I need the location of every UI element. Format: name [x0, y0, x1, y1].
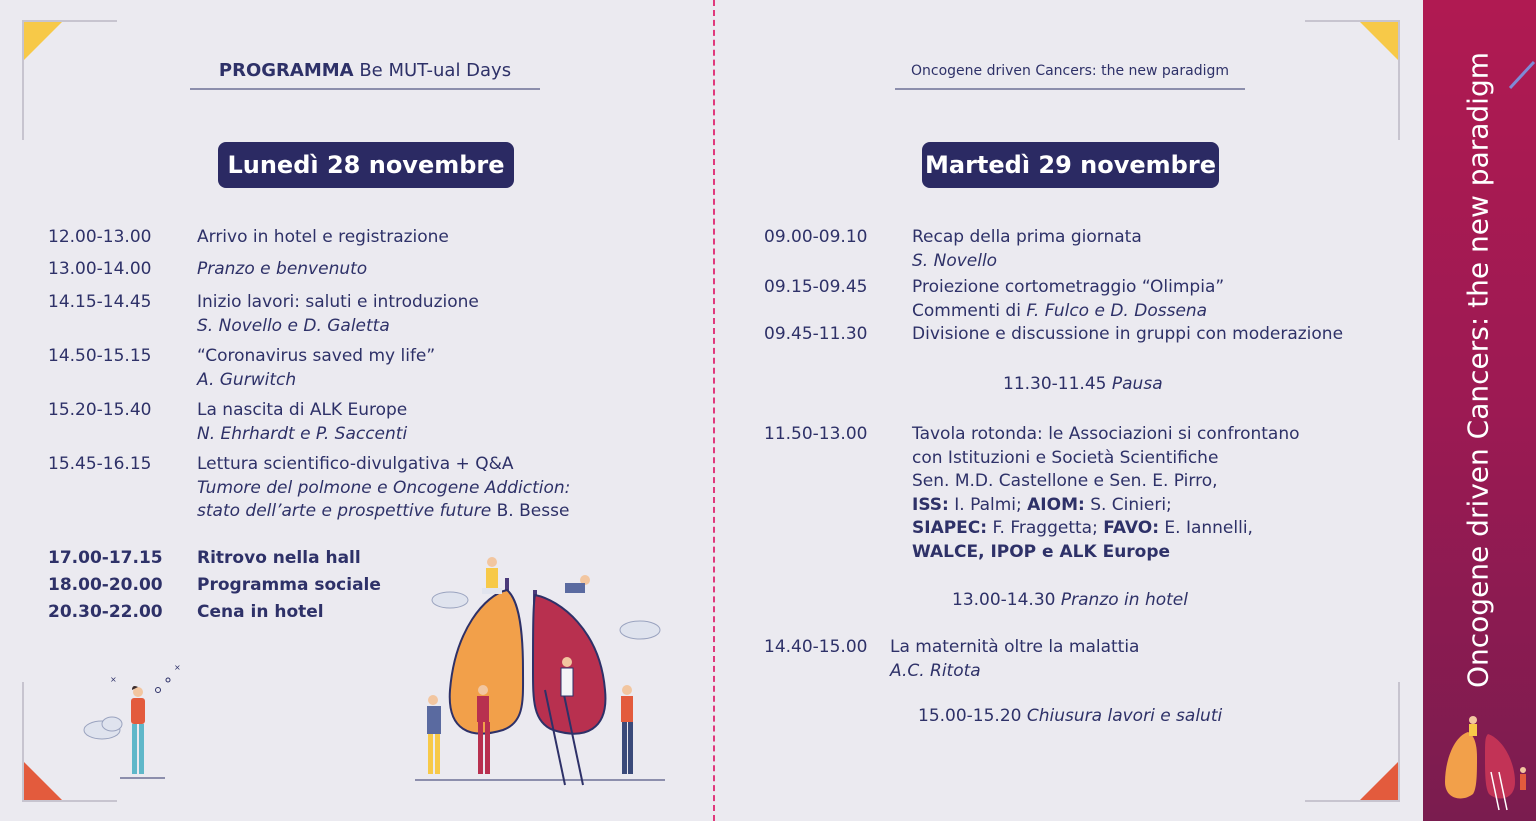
left-page-header: [190, 60, 540, 81]
corner-bracket-top-right: [1398, 20, 1400, 140]
banner-accent-line: [1508, 60, 1536, 90]
day1-session-6: [197, 453, 570, 524]
favo-label: FAVO:: [1103, 518, 1159, 538]
right-page-header: Oncogene driven Cancers: the new paradigm: [910, 63, 1229, 79]
lunch-label: Pranzo in hotel: [1060, 590, 1188, 610]
roundtable-line-2: con Istituzioni e Società Scientifiche: [912, 447, 1219, 468]
day2-time-5: 14.40-15.00: [764, 637, 868, 657]
siapec-name: F. Fraggetta;: [987, 518, 1104, 538]
center-fold-divider: [713, 0, 715, 821]
day1-title: Lunedì 28 novembre: [218, 142, 514, 188]
day1-session-4: [197, 345, 435, 392]
day1-time-4: 14.50-15.15: [48, 346, 152, 366]
corner-triangle-bottom-right: [1360, 762, 1398, 800]
corner-bracket-bottom-right: [1398, 682, 1400, 802]
day1-title-7: Ritrovo nella hall: [197, 548, 361, 568]
day1-time-9: 20.30-22.00: [48, 602, 163, 622]
day2-speakers-1: S. Novello: [912, 250, 998, 271]
person-thinking-illustration: [80, 660, 190, 785]
day1-title-6: Lettura scientifico-divulgativa + Q&A: [197, 454, 514, 474]
left-header-rule: [190, 88, 540, 90]
banner-mini-illustration: [1433, 712, 1533, 812]
day2-speakers-5: A.C. Ritota: [890, 660, 981, 681]
day1-title-8: Programma sociale: [197, 575, 381, 595]
day2-session-2: [912, 276, 1224, 323]
day1-time-1: 12.00-13.00: [48, 227, 152, 247]
corner-triangle-bottom-left: [24, 762, 62, 800]
day2-time-4: 11.50-13.00: [764, 424, 868, 444]
day1-time-7: 17.00-17.15: [48, 548, 163, 568]
day1-line2-6: Tumore del polmone e Oncogene Addiction:: [197, 477, 571, 498]
corner-bracket-bottom-left-h: [22, 800, 117, 802]
event-name: Be MUT-ual Days: [353, 60, 512, 81]
day2-session-5: [890, 636, 1139, 683]
corner-triangle-top-right: [1360, 22, 1398, 60]
day2-title-1: Recap della prima giornata: [912, 227, 1142, 247]
program-label: PROGRAMMA: [218, 60, 354, 81]
lungs-team-illustration: [415, 550, 670, 790]
pause-time: 11.30-11.45: [1003, 374, 1107, 394]
day1-time-3: 14.15-14.45: [48, 292, 152, 312]
closing-label: Chiusura lavori e saluti: [1026, 706, 1223, 726]
day1-line3-6: stato dell’arte e prospettive future: [197, 501, 492, 521]
favo-name: E. Iannelli,: [1159, 518, 1253, 538]
siapec-label: SIAPEC:: [912, 518, 988, 538]
day2-title-2: Proiezione cortometraggio “Olimpia”: [912, 277, 1225, 297]
day1-time-8: 18.00-20.00: [48, 575, 163, 595]
day2-time-3: 09.45-11.30: [764, 324, 868, 344]
iss-name: I. Palmi;: [948, 494, 1028, 515]
roundtable-line-1: Tavola rotonda: le Associazioni si confrontano: [912, 424, 1300, 444]
aiom-name: S. Cinieri;: [1084, 494, 1172, 515]
roundtable-line-3: Sen. M.D. Castellone e Sen. E. Pirro,: [912, 471, 1218, 491]
roundtable-line-6: WALCE, IPOP e ALK Europe: [912, 541, 1171, 562]
day1-session-5: [197, 399, 407, 446]
day1-title-5: La nascita di ALK Europe: [197, 400, 408, 420]
right-header-rule: [895, 88, 1245, 90]
iss-label: ISS:: [912, 494, 949, 515]
day1-title-2: Pranzo e benvenuto: [197, 259, 368, 279]
aiom-label: AIOM:: [1027, 494, 1085, 515]
day1-time-5: 15.20-15.40: [48, 400, 152, 420]
day2-time-1: 09.00-09.10: [764, 227, 868, 247]
roundtable-line-4: [912, 494, 1300, 518]
day1-title-3: Inizio lavori: saluti e introduzione: [197, 292, 479, 312]
corner-bracket-bottom-right-h: [1305, 800, 1400, 802]
day1-speakers-5: N. Ehrhardt e P. Saccenti: [197, 423, 408, 444]
day2-title-5: La maternità oltre la malattia: [890, 637, 1140, 657]
day2-session-4: [912, 423, 1300, 564]
day1-speaker-6: B. Besse: [491, 501, 570, 521]
day2-title: Martedì 29 novembre: [922, 142, 1219, 188]
day2-time-2: 09.15-09.45: [764, 277, 868, 297]
day1-speakers-4: A. Gurwitch: [197, 369, 297, 390]
day2-pause: [1003, 374, 1163, 394]
corner-triangle-top-left: [24, 22, 62, 60]
svg-text:×: ×: [174, 663, 181, 672]
pause-label: Pausa: [1111, 374, 1163, 394]
day1-title-4: “Coronavirus saved my life”: [197, 346, 436, 366]
day2-comment-prefix: Commenti di: [912, 300, 1027, 321]
day1-time-6: 15.45-16.15: [48, 454, 152, 474]
day2-closing: [918, 706, 1222, 726]
day2-title-3: Divisione e discussione in gruppi con moderazione: [912, 324, 1344, 344]
svg-text:×: ×: [110, 675, 117, 684]
day1-title-9: Cena in hotel: [197, 602, 324, 622]
banner-title: Oncogene driven Cancers: the new paradigm: [1461, 51, 1495, 689]
day2-lunch: [952, 590, 1188, 610]
day1-speakers-3: S. Novello e D. Galetta: [197, 315, 390, 336]
closing-time: 15.00-15.20: [918, 706, 1022, 726]
lunch-time: 13.00-14.30: [952, 590, 1056, 610]
day2-session-1: [912, 226, 1142, 273]
day2-comment-names: F. Fulco e D. Dossena: [1026, 300, 1208, 321]
day1-session-3: [197, 291, 479, 338]
roundtable-line-5: [912, 517, 1300, 541]
day1-title-1: Arrivo in hotel e registrazione: [197, 227, 449, 247]
day1-time-2: 13.00-14.00: [48, 259, 152, 279]
